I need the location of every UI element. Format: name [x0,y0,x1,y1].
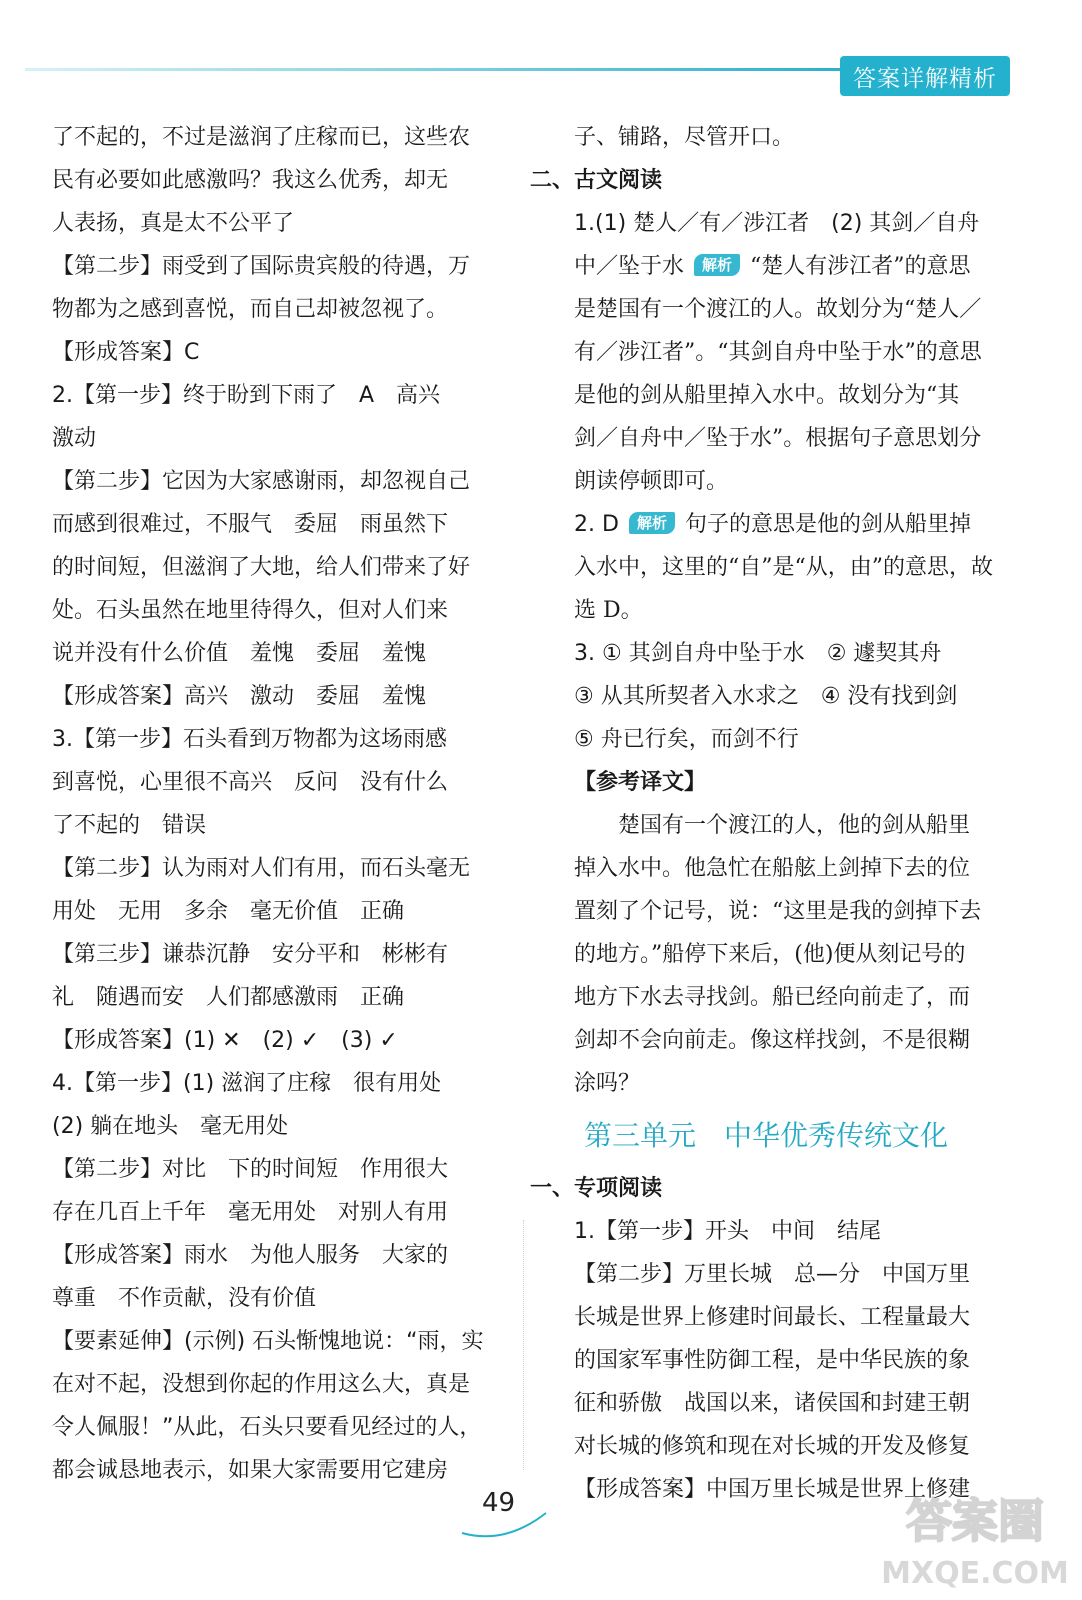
section-heading: 一、专项阅读 [530,1176,663,1201]
text-line: 激动 [52,426,97,451]
text-line: 是他的剑从船里掉入水中。故划分为“其 [574,383,960,408]
text-line: 1.(1) 楚人／有／涉江者 (2) 其剑／自舟 [574,211,980,236]
text-line: 【形成答案】(1) ✕ (2) ✓ (3) ✓ [52,1028,398,1053]
text-line: 【第三步】谦恭沉静 安分平和 彬彬有 [52,942,449,967]
text-line: 【第二步】认为雨对人们有用，而石头毫无 [52,856,471,881]
text-line: 长城是世界上修建时间最长、工程量最大 [574,1305,971,1330]
header-rule [25,68,865,71]
text-line: 选 D。 [574,598,643,623]
text-line: 3. ① 其剑自舟中坠于水 ② 遽契其舟 [574,641,942,666]
text-line: 地方下水去寻找剑。船已经向前走了，而 [574,985,971,1010]
text-span: 中／坠于水 [574,254,685,279]
text-span: 2. D [574,512,619,537]
page-number: 49 [482,1488,516,1518]
text-line: 【形成答案】中国万里长城是世界上修建 [574,1477,971,1502]
text-line: 尊重 不作贡献，没有价值 [52,1286,317,1311]
text-line: ⑤ 舟已行矣，而剑不行 [574,727,799,752]
text-line: 都会诚恳地表示，如果大家需要用它建房 [52,1458,449,1483]
text-line: 【第二步】万里长城 总—分 中国万里 [574,1262,971,1287]
text-line: 【形成答案】高兴 激动 委屈 羞愧 [52,684,427,709]
text-line: ③ 从其所契者入水求之 ④ 没有找到剑 [574,684,958,709]
text-line: 掉入水中。他急忙在船舷上剑掉下去的位 [574,856,971,881]
text-line: 【要素延伸】(示例) 石头惭愧地说：“雨，实 [52,1329,484,1354]
watermark-logo [880,1485,1070,1595]
text-line: 了不起的，不过是滋润了庄稼而已，这些农 [52,125,471,150]
text-line [574,245,1014,288]
text-line: 在对不起，没想到你起的作用这么大，真是 [52,1372,471,1397]
text-line: 存在几百上千年 毫无用处 对别人有用 [52,1200,449,1225]
analysis-badge: 解析 [694,254,740,276]
text-line: 令人佩服！”从此，石头只要看见经过的人， [52,1415,482,1440]
left-column [52,116,492,1492]
text-line: 到喜悦，心里很不高兴 反问 没有什么 [52,770,449,795]
text-line: 用处 无用 多余 毫无价值 正确 [52,899,405,924]
text-line: 【第二步】对比 下的时间短 作用很大 [52,1157,449,1182]
text-line: 楚国有一个渡江的人，他的剑从船里 [618,813,971,838]
text-line: 物都为之感到喜悦，而自己却被忽视了。 [52,297,449,322]
text-line: 【形成答案】C [52,340,200,365]
text-line: 对长城的修筑和现在对长城的开发及修复 [574,1434,971,1459]
text-line: 置刻了个记号，说：“这里是我的剑掉下去 [574,899,982,924]
text-line: 的国家军事性防御工程，是中华民族的象 [574,1348,971,1373]
text-line: 而感到很难过，不服气 委屈 雨虽然下 [52,512,449,537]
text-line: 【形成答案】雨水 为他人服务 大家的 [52,1243,449,1268]
text-span: 句子的意思是他的剑从船里掉 [684,512,971,537]
text-line: 礼 随遇而安 人们都感激雨 正确 [52,985,405,1010]
page-number-curve [460,1505,550,1539]
text-line: 4.【第一步】(1) 滋润了庄稼 很有用处 [52,1071,442,1096]
text-line: 3.【第一步】石头看到万物都为这场雨感 [52,727,447,752]
text-line: 民有必要如此感激吗？我这么优秀，却无 [52,168,449,193]
text-line: 的时间短，但滋润了大地，给人们带来了好 [52,555,471,580]
text-line: 子、铺路，尽管开口。 [574,125,795,150]
text-line: 【第二步】它因为大家感谢雨，却忽视自己 [52,469,471,494]
section-heading: 二、古文阅读 [530,168,663,193]
text-line: 了不起的 错误 [52,813,207,838]
column-divider [523,1220,524,1470]
text-line: 入水中，这里的“自”是“从，由”的意思，故 [574,555,993,580]
analysis-badge: 解析 [629,512,675,534]
text-line: 涂吗？ [574,1071,641,1096]
text-line: 征和骄傲 战国以来，诸侯国和封建王朝 [574,1391,971,1416]
text-span: “楚人有涉江者”的意思 [750,254,971,279]
text-line: 2.【第一步】终于盼到下雨了 A 高兴 [52,383,441,408]
right-column [530,116,1014,1511]
text-line: 是楚国有一个渡江的人。故划分为“楚人／ [574,297,982,322]
text-line: 人表扬，真是太不公平了 [52,211,295,236]
text-line: 处。石头虽然在地里待得久，但对人们来 [52,598,449,623]
text-line: 剑／自舟中／坠于水”。根据句子意思划分 [574,426,982,451]
text-line: 剑却不会向前走。像这样找剑，不是很糊 [574,1028,971,1053]
watermark-top: 答案圈 [906,1494,1044,1548]
text-line: 1.【第一步】开头 中间 结尾 [574,1219,881,1244]
unit-title: 第三单元 中华优秀传统文化 [584,1119,949,1152]
watermark-bottom: MXQE.COM [881,1556,1069,1591]
text-line [574,503,1014,546]
text-line: 说并没有什么价值 羞愧 委屈 羞愧 [52,641,427,666]
text-line: (2) 躺在地头 毫无用处 [52,1114,289,1139]
text-line: 【第二步】雨受到了国际贵宾般的待遇，万 [52,254,471,279]
text-line: 朗读停顿即可。 [574,469,729,494]
text-line: 有／涉江者”。“其剑自舟中坠于水”的意思 [574,340,982,365]
translation-heading: 【参考译文】 [574,770,707,795]
section-label: 答案详解精析 [840,56,1010,96]
text-line: 的地方。”船停下来后，(他)便从刻记号的 [574,942,966,967]
